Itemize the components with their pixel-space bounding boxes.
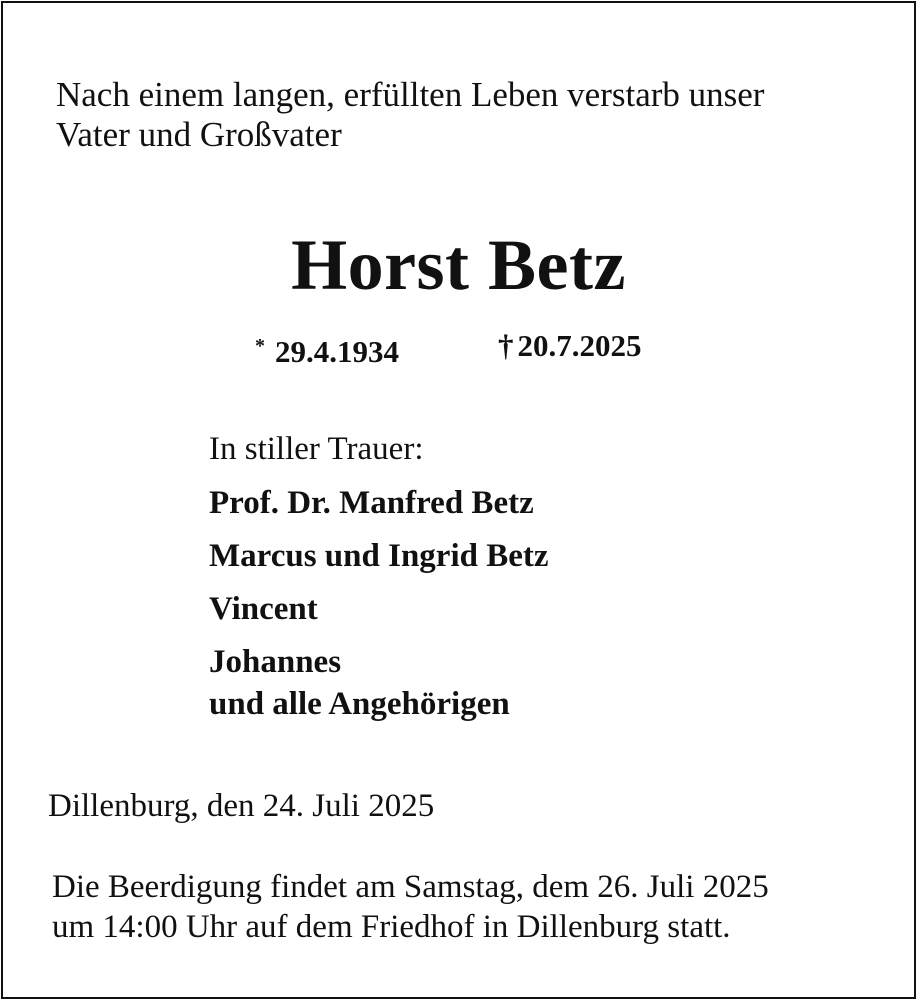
place-date: Dillenburg, den 24. Juli 2025	[48, 788, 435, 824]
intro-line-2: Vater und Großvater	[56, 115, 342, 154]
birth-date: 29.4.1934	[275, 334, 399, 369]
mourner-name: Marcus und Ingrid Betz	[209, 538, 549, 574]
death-date-block	[498, 326, 642, 366]
mourner-name: und alle Angehörigen	[209, 686, 510, 722]
mourners-heading: In stiller Trauer:	[209, 431, 424, 467]
funeral-notice	[52, 867, 769, 947]
mourner-name: Prof. Dr. Manfred Betz	[209, 485, 534, 521]
obituary-notice	[1, 1, 916, 999]
death-date: 20.7.2025	[517, 328, 642, 363]
mourners-block	[209, 429, 549, 724]
death-cross-symbol: †	[498, 328, 514, 363]
mourner-name: Vincent	[209, 591, 318, 627]
birth-date-block	[255, 326, 399, 372]
funeral-line-1: Die Beerdigung findet am Samstag, dem 26. Juli 2025	[52, 869, 769, 905]
mourner-name: Johannes	[209, 644, 342, 680]
deceased-name: Horst Betz	[291, 225, 626, 305]
intro-line-1: Nach einem langen, erfüllten Leben verstarb unser	[56, 75, 765, 114]
birth-star-symbol: *	[255, 335, 265, 357]
intro-text	[56, 75, 764, 155]
funeral-line-2: um 14:00 Uhr auf dem Friedhof in Dillenburg statt.	[52, 909, 731, 945]
